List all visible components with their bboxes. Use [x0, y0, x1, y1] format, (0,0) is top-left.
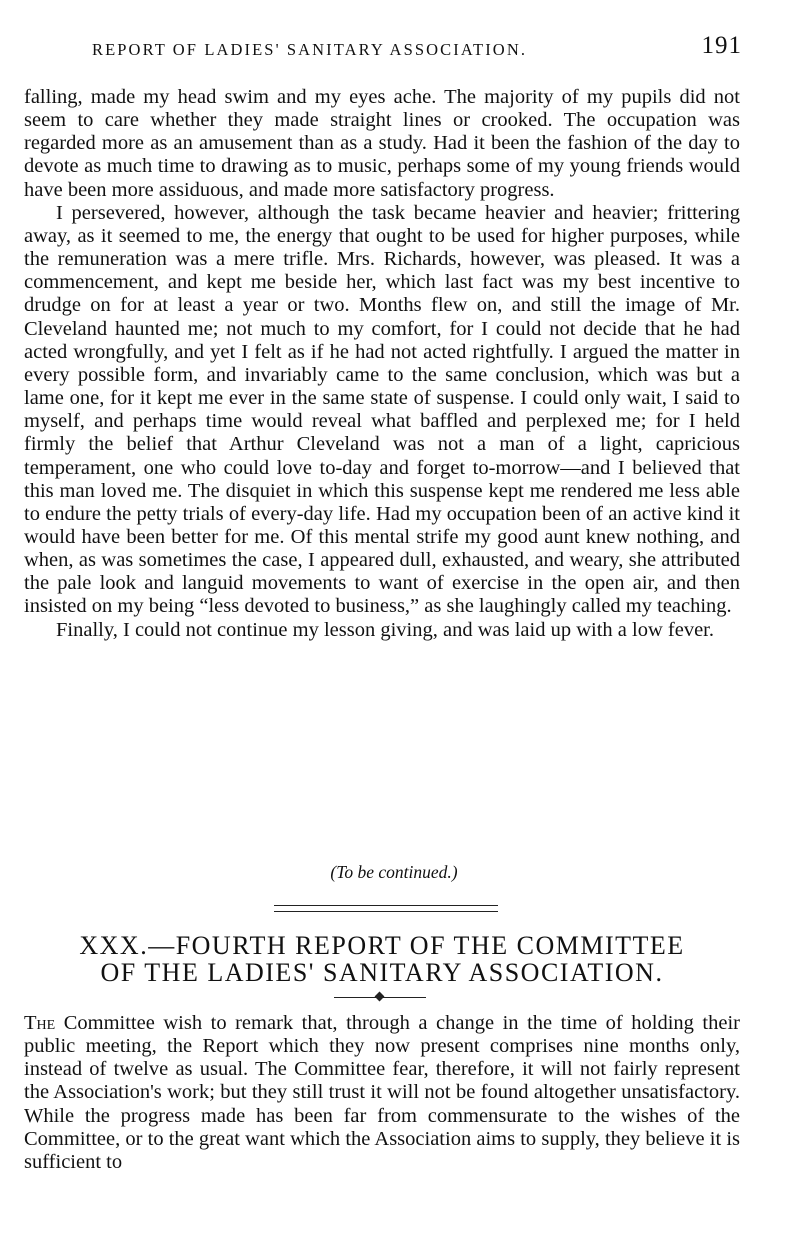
running-head	[92, 32, 742, 64]
diamond-icon	[375, 992, 385, 1002]
section-divider-rule	[274, 905, 498, 912]
report-body	[24, 1012, 740, 1174]
section-heading-line-2: OF THE LADIES' SANITARY ASSOCIATION.	[100, 958, 664, 987]
to-be-continued-note: (To be continued.)	[330, 862, 458, 882]
story-continuation	[24, 86, 740, 642]
report-lead-word: The	[24, 1012, 56, 1034]
section-heading	[24, 932, 740, 986]
section-heading-line-1: XXX.—FOURTH REPORT OF THE COMMITTEE	[79, 931, 685, 960]
diamond-rule-ornament	[334, 996, 426, 999]
story-paragraph-1: falling, made my head swim and my eyes ache. The majority of my pupils did not seem to care whether they made straight lines or crooked. The occupation was regarded more as an amusement than as a study. Had it been the fashion of the day to devote as much time to drawing as to music, perhaps some of my young friends would have been more assiduous, and made more satisfactory progress.	[24, 86, 740, 201]
report-paragraph-text: Committee wish to remark that, through a change in the time of holding their public meeting, the Report which they now present comprises nine months only, instead of twelve as usual. The Committee fear, therefore, it will not fairly represent the Association's work; but they still trust it will not be found altogether unsatisfactory. While the progress made has been far from commensurate to the wishes of the Committee, or to the great want which the Association aims to supply, they believe it is sufficient to	[24, 1012, 740, 1173]
running-title: REPORT OF LADIES' SANITARY ASSOCIATION.	[92, 40, 528, 59]
story-paragraph-2: I persevered, however, although the task became heavier and heavier; frittering away, as it seemed to me, the energy that ought to be used for higher purposes, while the remuneration was a mere trifle. Mrs. Richards, however, was pleased. It was a commencement, and kept me beside her, which last fact was my best incentive to drudge on for at least a year or two. Months flew on, and still the image of Mr. Cleveland haunted me; not much to my comfort, for I could not decide that he had acted wrongfully, and yet I felt as if he had not acted rightfully. I argued the matter in every possible form, and invariably came to the same conclusion, which was but a lame one, for it kept me ever in the same state of suspense. I could only wait, I said to myself, and perhaps time would reveal what baffled and perplexed me; for I held firmly the belief that Arthur Cleveland was not a man of a light, capricious temperament, one who could love to-day and forget to-morrow—and I believed that this man loved me. The disquiet in which this suspense kept me rendered me less able to endure the petty trials of every-day life. Had my occupation been of an active kind it would have been better for me. Of this mental strife my good aunt knew nothing, and when, as was sometimes the case, I appeared dull, exhausted, and weary, she attributed the pale look and languid movements to want of exercise in the open air, and then insisted on my being “less devoted to business,” as she laughingly called my teaching.	[24, 201, 740, 618]
page-number: 191	[701, 32, 742, 59]
story-paragraph-3: Finally, I could not continue my lesson giving, and was laid up with a low fever.	[56, 618, 714, 641]
report-paragraph-1	[24, 1012, 740, 1174]
